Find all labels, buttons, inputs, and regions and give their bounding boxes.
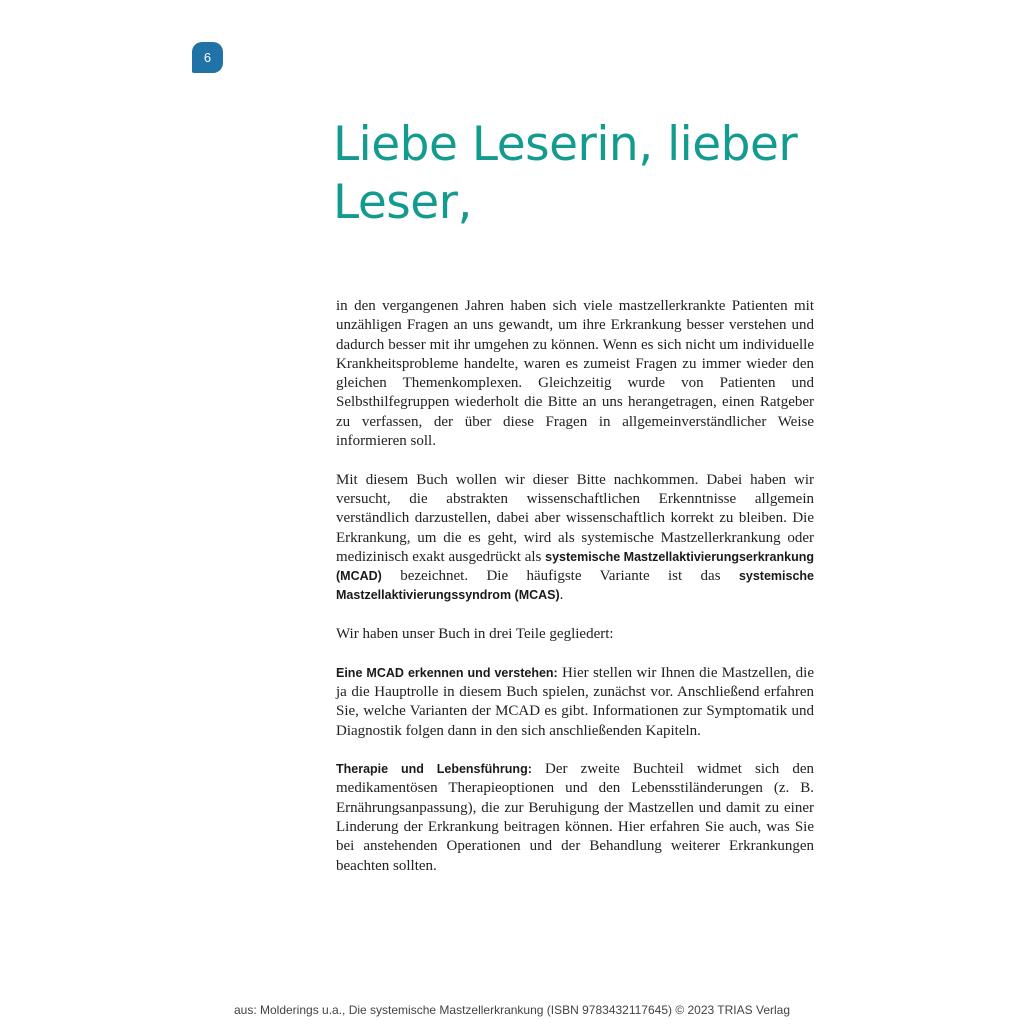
page-number: 6 — [203, 50, 212, 65]
term-mcas: systemische Mastzellaktivierungssyndrom (MCAS) — [336, 569, 814, 603]
paragraph-5 — [336, 760, 814, 876]
section-heading-1: Eine MCAD erkennen und verstehen: — [336, 665, 558, 680]
section-heading-2: Therapie und Lebensführung: — [336, 762, 532, 777]
title-line-1: Liebe Leserin, lieber — [333, 117, 798, 172]
source-footer: aus: Molderings u.a., Die systemische Mastzellerkrankung (ISBN 9783432117645) © 2023 TRIAS Verlag — [233, 1003, 791, 1017]
page-number-badge — [192, 42, 223, 73]
p2-text-c: bezeichnet. Die häufigste Variante ist das — [381, 568, 739, 585]
p5-text: Der zweite Buchteil widmet sich den medikamentösen Therapieoptionen und den Lebensstiländerungen (z. B. Ernährungsanpassung), die zur Beruhigung der Mastzellen und damit zu einer Linderung der Erkrankung beitragen können. Hier erfahren Sie auch, was Sie bei anstehenden Operationen und der Behandlung weiterer Erkrankungen beachten sollten. — [336, 761, 814, 874]
paragraph-1: in den vergangenen Jahren haben sich viele mastzellerkrankte Patienten mit unzähligen Fragen an uns gewandt, um ihre Erkrankung besser verstehen und dadurch besser mit ihr umgehen zu können. Wenn es sich nicht um individuelle Krankheitsprobleme handelte, waren es zumeist Fragen zu immer wieder den gleichen Themenkomplexen. Gleichzeitig wurde von Patienten und Selbsthilfegruppen wiederholt die Bitte an uns herangetragen, einen Ratgeber zu verfassen, der über diese Fragen in allgemeinverständlicher Weise informieren soll. — [336, 298, 814, 450]
page-title — [333, 116, 853, 232]
p4-text: Hier stellen wir Ihnen die Mastzellen, die ja die Hauptrolle in diesem Buch spielen, zunächst vor. Anschließend erfahren Sie, welche Varianten der MCAD es gibt. Informationen zur Symptomatik und Diagnostik folgen dann in den sich anschließenden Kapiteln. — [336, 664, 814, 739]
term-mcad: systemische Mastzellaktivierungserkrankung (MCAD) — [336, 549, 814, 584]
paragraph-2 — [336, 471, 814, 606]
p2-text-e: . — [559, 587, 564, 604]
body-text — [336, 297, 814, 895]
p2-text-a: Mit diesem Buch wollen wir dieser Bitte nachkommen. Dabei haben wir versucht, die abstrakten wissenschaftlichen Erkenntnisse allgemein verständlich darzustellen, dabei aber wissenschaftlich korrekt zu bleiben. Die Erkrankung, um die es geht, wird als systemische Mastzellerkrankung oder medizinisch exakt ausgedrückt als — [336, 471, 814, 565]
title-line-2: Leser, — [333, 175, 472, 230]
paragraph-4 — [336, 664, 814, 741]
paragraph-3: Wir haben unser Buch in drei Teile gegliedert: — [336, 626, 614, 643]
